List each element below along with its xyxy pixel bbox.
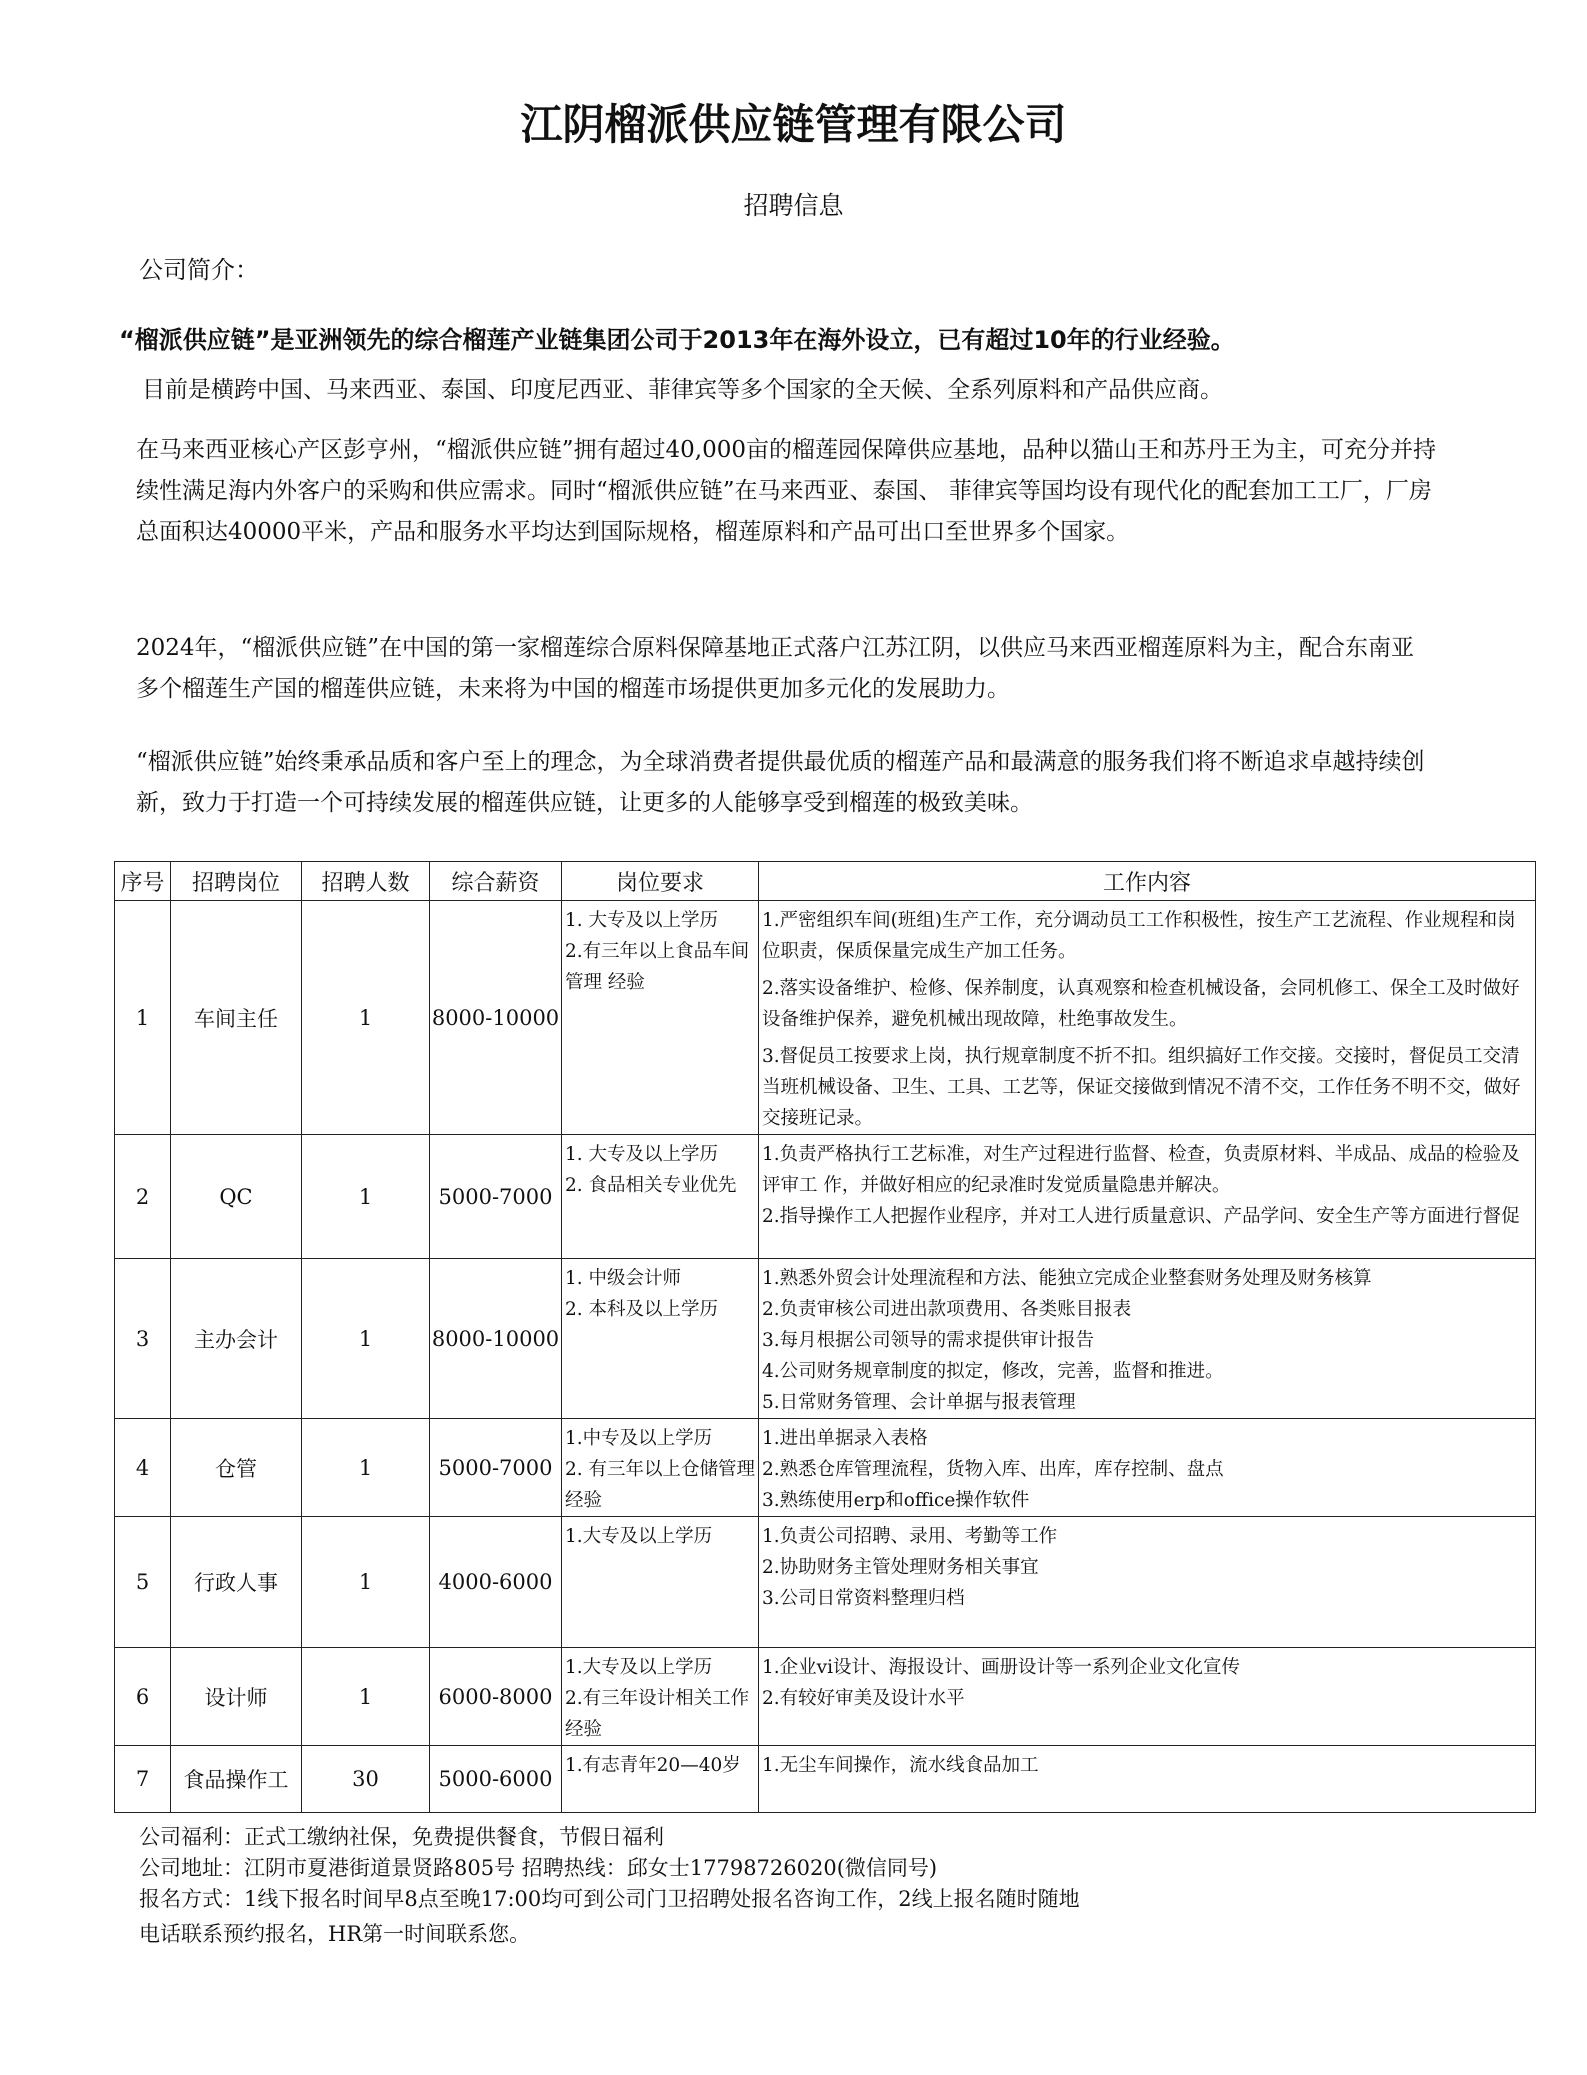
row-number: 7 <box>115 1746 171 1813</box>
row-requirements <box>562 1259 759 1419</box>
requirement-item: 1.中专及以上学历 <box>565 1428 713 1449</box>
row-number: 6 <box>115 1648 171 1746</box>
header-duties: 工作内容 <box>759 862 1536 901</box>
row-position: 仓管 <box>171 1419 302 1517</box>
table-row <box>115 1259 1536 1419</box>
row-count: 1 <box>302 1259 430 1419</box>
row-count: 1 <box>302 1648 430 1746</box>
table-header-row <box>115 862 1536 901</box>
requirement-item: 2. 有三年以上仓储管理经验 <box>565 1459 756 1511</box>
requirement-item: 1. 大专及以上学历 <box>565 910 719 931</box>
row-salary: 5000-7000 <box>430 1419 562 1517</box>
duty-item: 3.督促员工按要求上岗，执行规章制度不折不扣。组织搞好工作交接。交接时，督促员工交清当班机械设备、卫生、工具、工艺等，保证交接做到情况不清不交，工作任务不明不交，做好交接班记录。 <box>762 1046 1521 1129</box>
duty-item: 3.熟练使用erp和office操作软件 <box>762 1490 1030 1511</box>
row-salary: 8000-10000 <box>430 1259 562 1419</box>
footer-apply-method-cont: 电话联系预约报名，HR第一时间联系您。 <box>139 1922 531 1946</box>
row-count: 30 <box>302 1746 430 1813</box>
duty-item: 2.负责审核公司进出款项费用、各类账目报表 <box>762 1299 1132 1320</box>
row-requirements <box>562 1419 759 1517</box>
row-requirements <box>562 901 759 1135</box>
requirement-item: 1.大专及以上学历 <box>565 1526 713 1547</box>
jobs-table <box>114 861 1536 1813</box>
row-number: 3 <box>115 1259 171 1419</box>
header-no: 序号 <box>115 862 171 901</box>
duty-item: 1.无尘车间操作，流水线食品加工 <box>762 1755 1039 1776</box>
row-number: 1 <box>115 901 171 1135</box>
duty-item: 5.日常财务管理、会计单据与报表管理 <box>762 1392 1076 1413</box>
row-duties <box>759 1648 1536 1746</box>
requirement-item: 1. 大专及以上学历 <box>565 1144 719 1165</box>
row-number: 5 <box>115 1517 171 1648</box>
requirement-item: 2. 食品相关专业优先 <box>565 1175 737 1196</box>
row-salary: 8000-10000 <box>430 901 562 1135</box>
table-row <box>115 901 1536 1135</box>
row-position: 主办会计 <box>171 1259 302 1419</box>
intro-paragraph-4: 2024年，“榴派供应链”在中国的第一家榴莲综合原料保障基地正式落户江苏江阴，以供应马来西亚榴莲原料为主，配合东南亚多个榴莲生产国的榴莲供应链，未来将为中国的榴莲市场提供更加多元化的发展助力。 <box>136 635 1415 702</box>
duty-item: 1.熟悉外贸会计处理流程和方法、能独立完成企业整套财务处理及财务核算 <box>762 1268 1372 1289</box>
row-duties <box>759 1419 1536 1517</box>
duty-item: 4.公司财务规章制度的拟定，修改，完善，监督和推进。 <box>762 1361 1224 1382</box>
duty-item: 1.严密组织车间(班组)生产工作，充分调动员工工作积极性，按生产工艺流程、作业规程和岗位职责，保质保量完成生产加工任务。 <box>762 910 1516 962</box>
page-subtitle: 招聘信息 <box>743 191 844 220</box>
row-duties <box>759 1259 1536 1419</box>
row-number: 2 <box>115 1135 171 1259</box>
footer-info <box>139 1822 1080 1950</box>
requirement-item: 1.大专及以上学历 <box>565 1657 713 1678</box>
header-count: 招聘人数 <box>302 862 430 901</box>
table-row <box>115 1517 1536 1648</box>
row-count: 1 <box>302 1419 430 1517</box>
intro-paragraph-5: “榴派供应链”始终秉承品质和客户至上的理念，为全球消费者提供最优质的榴莲产品和最满意的服务我们将不断追求卓越持续创新，致力于打造一个可持续发展的榴莲供应链，让更多的人能够享受到榴莲的极致美味。 <box>136 749 1425 816</box>
duty-item: 3.每月根据公司领导的需求提供审计报告 <box>762 1330 1095 1351</box>
duty-item: 1.进出单据录入表格 <box>762 1428 928 1449</box>
duty-item: 1.负责严格执行工艺标准，对生产过程进行监督、检查，负责原材料、半成品、成品的检验及评审工 作，并做好相应的纪录准时发觉质量隐患并解决。 <box>762 1144 1520 1196</box>
row-requirements <box>562 1746 759 1813</box>
row-position: 设计师 <box>171 1648 302 1746</box>
requirement-item: 1.有志青年20—40岁 <box>565 1755 741 1776</box>
duty-item: 2.落实设备维护、检修、保养制度，认真观察和检查机械设备，会同机修工、保全工及时做好设备维护保养，避免机械出现故障，杜绝事故发生。 <box>762 978 1520 1030</box>
duty-item: 2.熟悉仓库管理流程，货物入库、出库，库存控制、盘点 <box>762 1459 1224 1480</box>
intro-paragraph-3: 在马来西亚核心产区彭亨州，“榴派供应链”拥有超过40,000亩的榴莲园保障供应基地，品种以猫山王和苏丹王为主，可充分并持续性满足海内外客户的采购和供应需求。同时“榴派供应链”在马来西亚、泰国、 菲律宾等国均设有现代化的配套加工工厂，厂房总面积达40000平米，产品和服务水平均达到国际规格，榴莲原料和产品可出口至世界多个国家。 <box>136 437 1436 545</box>
duty-item: 2.有较好审美及设计水平 <box>762 1688 965 1709</box>
row-number: 4 <box>115 1419 171 1517</box>
requirement-item: 2. 本科及以上学历 <box>565 1299 719 1320</box>
row-count: 1 <box>302 1135 430 1259</box>
row-requirements <box>562 1135 759 1259</box>
row-requirements <box>562 1648 759 1746</box>
row-duties <box>759 1746 1536 1813</box>
row-duties <box>759 1517 1536 1648</box>
table-row <box>115 1648 1536 1746</box>
row-position: 行政人事 <box>171 1517 302 1648</box>
row-duties <box>759 901 1536 1135</box>
row-salary: 6000-8000 <box>430 1648 562 1746</box>
row-position: 食品操作工 <box>171 1746 302 1813</box>
row-requirements <box>562 1517 759 1648</box>
requirement-item: 2.有三年以上食品车间管理 经验 <box>565 941 750 993</box>
duty-item: 1.企业vi设计、海报设计、画册设计等一系列企业文化宣传 <box>762 1657 1241 1678</box>
row-salary: 4000-6000 <box>430 1517 562 1648</box>
requirement-item: 2.有三年设计相关工作经验 <box>565 1688 750 1740</box>
row-salary: 5000-6000 <box>430 1746 562 1813</box>
footer-apply-method: 报名方式：1线下报名时间早8点至晚17:00均可到公司门卫招聘处报名咨询工作，2线上报名随时随地 <box>139 1887 1080 1911</box>
duty-item: 2.指导操作工人把握作业程序，并对工人进行质量意识、产品学问、安全生产等方面进行督促 <box>762 1206 1520 1227</box>
intro-paragraph-1: “榴派供应链”是亚洲领先的综合榴莲产业链集团公司于2013年在海外设立，已有超过10年的行业经验。 <box>119 326 1235 354</box>
row-salary: 5000-7000 <box>430 1135 562 1259</box>
header-position: 招聘岗位 <box>171 862 302 901</box>
table-row <box>115 1135 1536 1259</box>
footer-address: 公司地址：江阴市夏港街道景贤路805号 招聘热线：邱女士17798726020(微信同号) <box>139 1856 938 1880</box>
row-duties <box>759 1135 1536 1259</box>
row-count: 1 <box>302 1517 430 1648</box>
footer-benefits: 公司福利：正式工缴纳社保，免费提供餐食，节假日福利 <box>139 1825 664 1849</box>
row-count: 1 <box>302 901 430 1135</box>
table-row <box>115 1746 1536 1813</box>
header-salary: 综合薪资 <box>430 862 562 901</box>
company-title: 江阴榴派供应链管理有限公司 <box>520 100 1067 149</box>
header-requirements: 岗位要求 <box>562 862 759 901</box>
duty-item: 2.协助财务主管处理财务相关事宜 <box>762 1557 1039 1578</box>
intro-paragraph-2: 目前是横跨中国、马来西亚、泰国、印度尼西亚、菲律宾等多个国家的全天候、全系列原料和产品供应商。 <box>142 377 1223 403</box>
duty-item: 1.负责公司招聘、录用、考勤等工作 <box>762 1526 1058 1547</box>
table-row <box>115 1419 1536 1517</box>
duty-item: 3.公司日常资料整理归档 <box>762 1588 965 1609</box>
requirement-item: 1. 中级会计师 <box>565 1268 682 1289</box>
intro-label: 公司简介： <box>139 256 259 284</box>
row-position: QC <box>171 1135 302 1259</box>
row-position: 车间主任 <box>171 901 302 1135</box>
